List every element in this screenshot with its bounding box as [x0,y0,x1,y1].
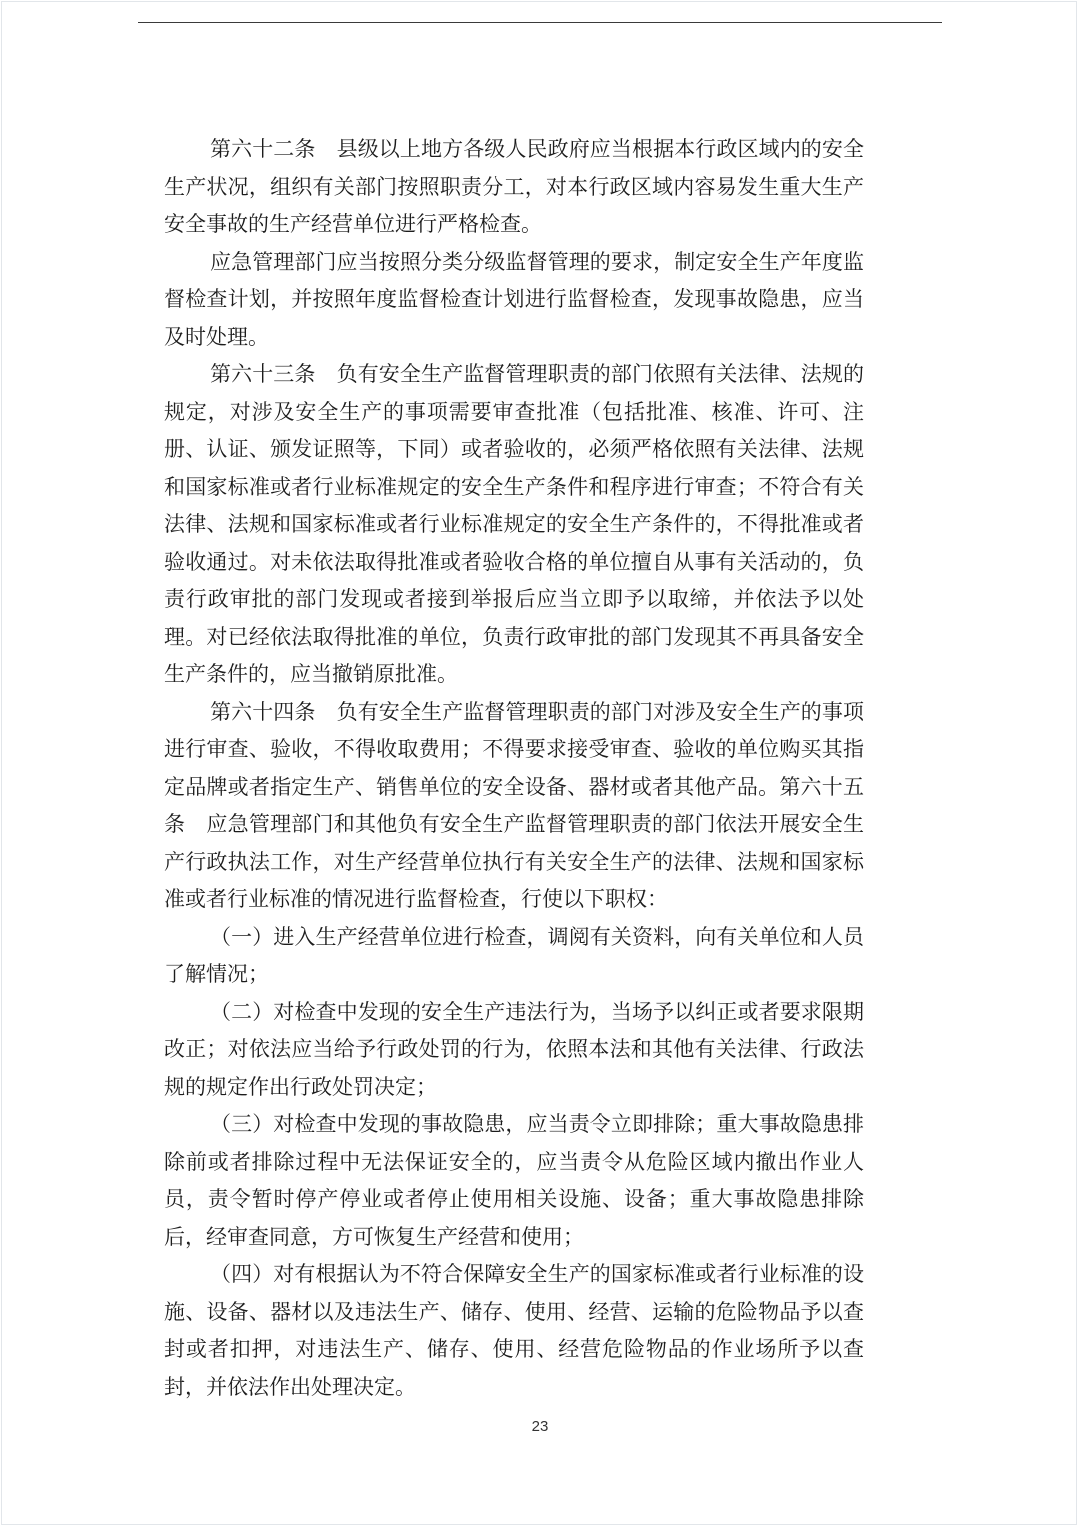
paragraph-article-63: 第六十三条 负有安全生产监督管理职责的部门依照有关法律、法规的规定，对涉及安全生产的事项需要审查批准（包括批准、核准、许可、注册、认证、颁发证照等，下同）或者验收的，必须严格依照有关法律、法规和国家标准或者行业标准规定的安全生产条件和程序进行审查；不符合有关法律、法规和国家标准或者行业标准规定的安全生产条件的，不得批准或者验收通过。对未依法取得批准或者验收合格的单位擅自从事有关活动的，负责行政审批的部门发现或者接到举报后应当立即予以取缔，并依法予以处理。对已经依法取得批准的单位，负责行政审批的部门发现其不再具备安全生产条件的，应当撤销原批准。 [164,362,864,686]
paragraph-item-3: （三）对检查中发现的事故隐患，应当责令立即排除；重大事故隐患排除前或者排除过程中无法保证安全的，应当责令从危险区域内撤出作业人员，责令暂时停产停业或者停止使用相关设施、设备；重大事故隐患排除后，经审查同意，方可恢复生产经营和使用； [164,1112,864,1249]
page-number: 23 [531,1418,549,1435]
paragraph-item-2: （二）对检查中发现的安全生产违法行为，当场予以纠正或者要求限期改正；对依法应当给予行政处罚的行为，依照本法和其他有关法律、行政法规的规定作出行政处罚决定； [164,999,864,1099]
paragraph-article-64-65: 第六十四条 负有安全生产监督管理职责的部门对涉及安全生产的事项进行审查、验收，不得收取费用；不得要求接受审查、验收的单位购买其指定品牌或者指定生产、销售单位的安全设备、器材或者其他产品。第六十五条 应急管理部门和其他负有安全生产监督管理职责的部门依法开展安全生产行政执法工作，对生产经营单位执行有关安全生产的法律、法规和国家标准或者行业标准的情况进行监督检查，行使以下职权： [164,699,864,911]
paragraph-inspection-plan: 应急管理部门应当按照分类分级监督管理的要求，制定安全生产年度监督检查计划，并按照年度监督检查计划进行监督检查，发现事故隐患，应当及时处理。 [164,249,864,349]
paragraph-article-62: 第六十二条 县级以上地方各级人民政府应当根据本行政区域内的安全生产状况，组织有关部门按照职责分工，对本行政区域内容易发生重大生产安全事故的生产经营单位进行严格检查。 [164,137,864,236]
paragraph-item-1: （一）进入生产经营单位进行检查，调阅有关资料，向有关单位和人员了解情况； [164,924,864,986]
paragraph-item-4: （四）对有根据认为不符合保障安全生产的国家标准或者行业标准的设施、设备、器材以及违法生产、储存、使用、经营、运输的危险物品予以查封或者扣押，对违法生产、储存、使用、经营危险物品的作业场所予以查封，并依法作出处理决定。 [164,1262,864,1399]
header-rule [138,22,942,23]
document-body [164,131,864,1406]
